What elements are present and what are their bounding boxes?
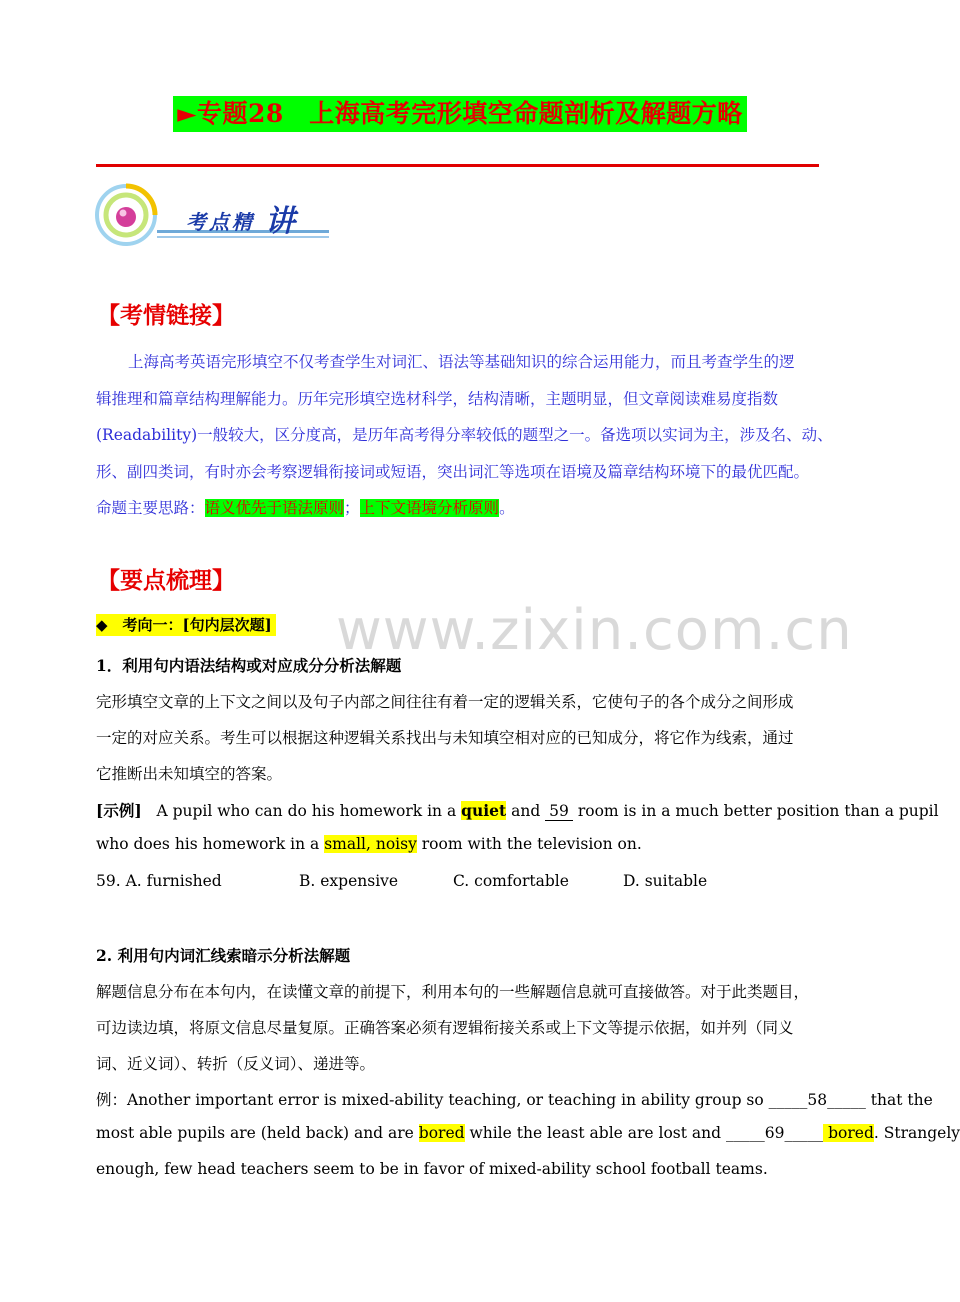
blank-59: 59	[545, 802, 573, 821]
option-d: D. suitable	[623, 872, 708, 890]
page-title: ►专题28 上海高考完形填空命题剖析及解题方略	[173, 96, 747, 132]
logo-text: 考点精	[186, 210, 255, 234]
watermark: www.zixin.com.cn	[336, 598, 853, 663]
principles-prefix: 命题主要思路：	[96, 499, 205, 517]
item-1-line-2: 一定的对应关系。考生可以根据这种逻辑关系找出与未知填空相对应的已知成分，将它作为线索，通过	[96, 729, 794, 747]
example-1-text-d: who does his homework in a	[96, 835, 325, 853]
section-heading-key-points: 【要点梳理】	[97, 567, 235, 594]
example-2-line-2	[96, 1124, 960, 1142]
example-2-line-1: 例：Another important error is mixed-ability teaching, or teaching in ability group so _____58_____ that the	[96, 1091, 933, 1109]
principles-end: 。	[499, 499, 515, 517]
principle-1: 语义优先于语法原则	[204, 499, 345, 517]
option-c: C. comfortable	[453, 872, 569, 890]
example-2-text-b: while the least able are lost and _____69_____	[464, 1124, 824, 1142]
item-2-heading: 2. 利用句内词汇线索暗示分析法解题	[96, 946, 351, 965]
intro-line-1: 上海高考英语完形填空不仅考查学生对词汇、语法等基础知识的综合运用能力，而且考查学生的逻	[128, 353, 795, 371]
direction-1-label: ◆ 考向一：[句内层次题]	[96, 614, 276, 636]
highlight-small-noisy: small, noisy	[324, 835, 417, 853]
principle-2: 上下文语境分析原则	[359, 499, 500, 517]
item-2-line-1: 解题信息分布在本句内，在读懂文章的前提下，利用本句的一些解题信息就可直接做答。对于此类题目，	[96, 983, 810, 1001]
example-1-text-a: A pupil who can do his homework in a	[156, 802, 462, 820]
example-2-text-a: most able pupils are (held back) and are	[96, 1124, 419, 1142]
logo-title	[186, 196, 298, 240]
example-label: [示例]	[96, 801, 142, 820]
direction-1-bullet	[96, 614, 276, 635]
highlight-bored-2: bored	[823, 1124, 874, 1142]
intro-line-2: 辑推理和篇章结构理解能力。历年完形填空选材科学，结构清晰，主题明显，但文章阅读难易度指数	[96, 390, 779, 408]
example-1-text-b: and	[506, 802, 546, 820]
example-1-line-2	[96, 835, 824, 853]
example-2-text-c: . Strangely	[873, 1124, 960, 1142]
example-1-text-c: room is in a much better position than a pupil	[572, 802, 939, 820]
intro-line-5	[96, 496, 824, 518]
example-1-text-e: room with the television on.	[416, 835, 642, 853]
item-1-heading: 1．利用句内语法结构或对应成分分析法解题	[96, 656, 402, 675]
example-1-line-1	[96, 799, 939, 821]
item-2-line-2: 可边读边填，将原文信息尽量复原。正确答案必须有逻辑衔接关系或上下文等提示依据，如并列（同义	[96, 1019, 794, 1037]
principles-separator: ；	[344, 499, 360, 517]
item-2-line-3: 词、近义词）、转折（反义词）、递进等。	[96, 1055, 376, 1073]
intro-line-4: 形、副四类词，有时亦会考察逻辑衔接词或短语，突出词汇等选项在语境及篇章结构环境下的最优匹配。	[96, 463, 810, 481]
highlight-quiet: quiet	[461, 801, 507, 820]
option-a: 59. A. furnished	[96, 872, 222, 890]
logo-text-big: 讲	[264, 204, 298, 239]
item-1-line-3: 它推断出未知填空的答案。	[96, 765, 283, 783]
highlight-bored-1: bored	[418, 1124, 465, 1142]
section-heading-exam-links: 【考情链接】	[97, 302, 235, 329]
title-row	[0, 96, 920, 132]
option-b: B. expensive	[299, 872, 399, 890]
example-2-line-3: enough, few head teachers seem to be in favor of mixed-ability school football teams.	[96, 1160, 768, 1178]
title-rule	[96, 164, 819, 167]
item-1-line-1: 完形填空文章的上下文之间以及句子内部之间往往有着一定的逻辑关系，它使句子的各个成分之间形成	[96, 693, 794, 711]
intro-line-3: (Readability)一般较大，区分度高，是历年高考得分率较低的题型之一。备选项以实词为主，涉及名、动、	[96, 426, 833, 444]
